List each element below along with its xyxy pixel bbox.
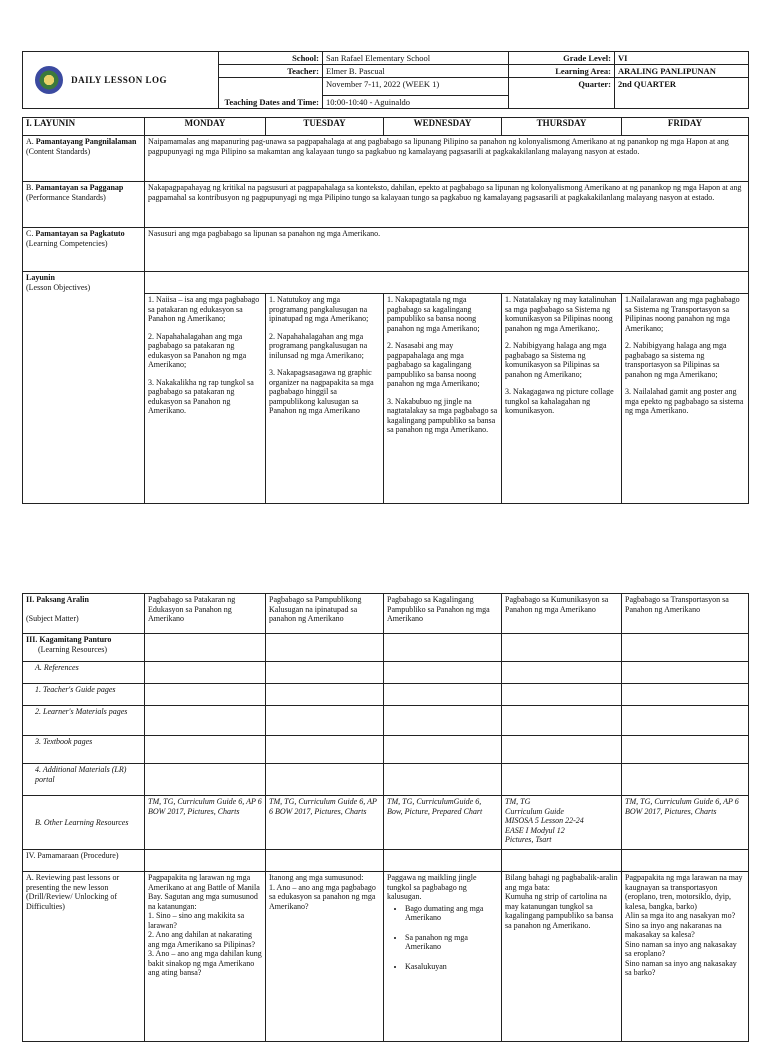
school-value: San Rafael Elementary School <box>323 52 509 65</box>
content-standards-label <box>23 136 145 182</box>
objective-item: 2. Nasasabi ang may pagpapahalaga ang mga pagbabago sa kagalingang pampubliko sa bansa noong panahon ng mga Amerikano; <box>387 341 480 388</box>
subject-tuesday: Pagbabago sa Pampublikong Kalusugan na ipinatupad sa panahon ng Amerikano <box>266 594 384 634</box>
other-resources-monday: TM, TG, Curriculum Guide 6, AP 6 BOW 2017, Pictures, Charts <box>145 796 266 850</box>
empty-cell <box>384 764 502 796</box>
empty-cell <box>266 764 384 796</box>
empty-cell <box>622 736 749 764</box>
review-text: Reviewing past lessons or presenting the new lesson (Drill/Review/ Unlocking of Difficulties) <box>26 873 120 911</box>
objective-item: 1. Naiisa – isa ang mga pagbabago sa patakaran ng edukasyon sa Panahon ng Amerikano; <box>148 295 260 323</box>
empty-cell <box>266 684 384 706</box>
objectives-tuesday <box>266 294 384 504</box>
lesson-objectives-spacer <box>145 272 749 294</box>
objective-item: 3. Nakakalikha ng rap tungkol sa pagbabago sa patakaran ng edukasyon sa Panahon ng Amerikano. <box>148 377 254 415</box>
empty-cell <box>502 706 622 736</box>
empty-cell <box>622 850 749 872</box>
empty-cell <box>384 634 502 662</box>
teachers-guide-label: 1. Teacher's Guide pages <box>23 684 145 706</box>
textbook-label: 3. Textbook pages <box>23 736 145 764</box>
area-value: ARALING PANLIPUNAN <box>615 65 749 78</box>
objective-item: 3. Nakabubuo ng jingle na nagtatalakay sa mga pagbabago sa kagalingang pampubliko sa bansa sa panahon ng mga Amerikano. <box>387 396 498 434</box>
additional-materials-label: 4. Additional Materials (LR) portal <box>23 764 145 796</box>
procedure-title: IV. Pamamaraan <box>26 851 79 860</box>
empty-cell <box>502 662 622 684</box>
empty-cell <box>266 634 384 662</box>
empty-cell <box>622 684 749 706</box>
empty-cell <box>384 684 502 706</box>
empty-cell <box>384 706 502 736</box>
label-letter: A. <box>26 137 34 146</box>
content-standards-sub: (Content Standards) <box>26 146 91 156</box>
objectives-table <box>22 117 749 504</box>
area-label: Learning Area: <box>509 65 615 78</box>
day-header-friday: FRIDAY <box>622 118 749 136</box>
content-standards-text: Naipamamalas ang mapanuring pag-unawa sa pagpapahalaga at ang pagbabago sa lipunang Pilipino sa panahon ng kolonyalismong Amerikano at ng panankop ng mga Hapon at ang pagpupunyagi ng mga Pilipino sa makamtan ang kalayaan tungo sa pagkabuo ng kamalayang pagsasarili at pagkakakilanlang malayang nasyon at estado. <box>145 136 749 182</box>
empty-cell <box>622 634 749 662</box>
objectives-monday <box>145 294 266 504</box>
empty-cell <box>145 736 266 764</box>
objective-item: 1. Natatalakay ng may katalinuhan sa mga pagbabago sa Sistema ng komunikasyon sa Pilipinas noong panahon ng mga Amerikano;. <box>505 295 617 333</box>
teacher-value: Elmer B. Pascual <box>323 65 509 78</box>
objective-item: 2. Nabibigyang halaga ang mga pagbabago sa sistema ng transportasyon sa Pilipinas sa panahon ng mga Amerikano; <box>625 341 727 379</box>
learning-resources-sub: (Learning Resources) <box>38 644 108 654</box>
empty-cell <box>384 736 502 764</box>
empty-cell <box>145 706 266 736</box>
teacher-label: Teacher: <box>219 65 323 78</box>
empty-cell <box>145 662 266 684</box>
objectives-wednesday <box>384 294 502 504</box>
dates-label: Teaching Dates and Time: <box>219 78 323 109</box>
label-letter: B. <box>26 183 34 192</box>
lesson-objectives-sub: (Lesson Objectives) <box>26 282 91 292</box>
review-tuesday: Itanong ang mga sumusunod: 1. Ano – ano ang mga pagbabago sa edukasyon sa panahon ng mga Amerikano? <box>266 872 384 1042</box>
other-resources-wednesday: TM, TG, CurriculumGuide 6, Bow, Picture, Prepared Chart <box>384 796 502 850</box>
review-label <box>23 872 145 1042</box>
other-resources-tuesday: TM, TG, Curriculum Guide 6, AP 6 BOW 2017, Pictures, Charts <box>266 796 384 850</box>
empty-cell <box>266 850 384 872</box>
quarter-label: Quarter: <box>509 78 615 109</box>
performance-standards-sub: (Performance Standards) <box>26 192 106 202</box>
subject-matter-title: II. Paksang Aralin <box>26 595 89 604</box>
empty-cell <box>384 850 502 872</box>
objective-item: 1. Nakapagtatala ng mga pagbabago sa kagalingang pampubliko sa bansa noong panahon ng mga Amerikano; <box>387 295 480 333</box>
learning-competencies-text: Nasusuri ang mga pagbabago sa lipunan sa panahon ng mga Amerikano. <box>145 228 749 272</box>
empty-cell <box>145 634 266 662</box>
lesson-objectives-label <box>23 272 145 504</box>
lesson-objectives-title: Layunin <box>26 273 55 282</box>
time-value: 10:00-10:40 - Aguinaldo <box>323 96 509 109</box>
subject-wednesday: Pagbabago sa Kagalingang Pampubliko sa Panahon ng mga Amerikano <box>384 594 502 634</box>
objective-item: 3. Nakagagawa ng picture collage tungkol sa kahalagahan ng komunikasyon. <box>505 387 614 415</box>
grade-value: VI <box>615 52 749 65</box>
performance-standards-text: Nakapagpapahayag ng kritikal na pagsusuri at pagpapahalaga sa konteksto, dahilan, epekto at pagbabago sa lipunan ng kolonyalismong Amerikano at ng panankop ng mga Hapon at ang pagpamahal sa kontribusyon ng pagpupunyagi ng mga Pilipino tungo sa kalayaan tungo sa pagkabuo ng kamalayang pagsasarili at pagkakakilanlang malayang nasyon at estado. <box>145 182 749 228</box>
subject-matter-label <box>23 594 145 634</box>
empty-cell <box>622 764 749 796</box>
review-wednesday <box>384 872 502 1042</box>
empty-cell <box>384 662 502 684</box>
objective-item: 3. Nailalahad gamit ang poster ang mga epekto ng pagbabago sa sistema ng mga Amerikano. <box>625 387 744 415</box>
objective-item: 1.Nailalarawan ang mga pagbabago sa Sistema ng Transportasyon sa Pilipinas noong panahon ng mga Amerikano; <box>625 295 740 333</box>
performance-standards-label <box>23 182 145 228</box>
subject-matter-sub: (Subject Matter) <box>26 614 79 623</box>
other-resources-label: B. Other Learning Resources <box>23 796 145 850</box>
review-monday: Pagpapakita ng larawan ng mga Amerikano at ang Battle of Manila Bay. Sagutan ang mga sumusunod na katanungan: 1. Sino – sino ang makikita sa larawan? 2. Ano ang dahilan at nakarating ang mga Amerikano sa Pilipinas? 3. Ano – ano ang mga dahilan kung bakit sinakop ng mga Amerikano ang ating bansa? <box>145 872 266 1042</box>
empty-cell <box>502 634 622 662</box>
list-item: • Kasalukuyan <box>405 962 498 972</box>
page-title: DAILY LESSON LOG <box>71 75 167 85</box>
section-1-title: I. LAYUNIN <box>23 118 145 136</box>
dates-value: November 7-11, 2022 (WEEK 1) <box>323 78 509 96</box>
empty-cell <box>145 764 266 796</box>
learning-resources-label <box>23 634 145 662</box>
subject-thursday: Pagbabago sa Kumunikasyon sa Panahon ng mga Amerikano <box>502 594 622 634</box>
learning-resources-title: III. Kagamitang Panturo <box>26 635 112 644</box>
empty-cell <box>622 706 749 736</box>
quarter-value: 2nd QUARTER <box>615 78 749 109</box>
empty-cell <box>502 850 622 872</box>
subject-friday: Pagbabago sa Transportasyon sa Panahon ng Amerikano <box>622 594 749 634</box>
header-table <box>22 51 749 109</box>
empty-cell <box>266 662 384 684</box>
deped-seal-icon <box>35 66 63 94</box>
performance-standards-title: Pamantayan sa Pagganap <box>35 183 124 192</box>
day-header-tuesday: TUESDAY <box>266 118 384 136</box>
empty-cell <box>145 850 266 872</box>
school-label: School: <box>219 52 323 65</box>
logo-cell <box>23 52 219 109</box>
review-thursday: Bilang bahagi ng pagbabalik-aralin ang mga bata: Kumuha ng strip of cartolina na may katanungan tungkol sa kagalingang pampubliko sa bansa sa panahon ng Amerikano. <box>502 872 622 1042</box>
objectives-thursday <box>502 294 622 504</box>
objective-item: 2. Nabibigyang halaga ang mga pagbabago sa Sistema ng komunikasyon sa Pilipinas sa panahon ng Amerikano; <box>505 341 607 379</box>
objectives-friday <box>622 294 749 504</box>
label-letter: C. <box>26 229 34 238</box>
other-resources-thursday: TM, TG Curriculum Guide MISOSA 5 Lesson 22-24 EASE I Modyul 12 Pictures, Tsart <box>502 796 622 850</box>
empty-cell <box>145 684 266 706</box>
objective-item: 3. Nakapagsasagawa ng graphic organizer na nagpapakita sa mga pagbabago hinggil sa pampublikong kalusugan sa Panahon ng mga Amerikano <box>269 368 374 415</box>
learning-competencies-label <box>23 228 145 272</box>
review-wednesday-list <box>387 904 498 972</box>
empty-cell <box>622 662 749 684</box>
list-item: • Bago dumating ang mga Amerikano <box>405 904 498 923</box>
subject-monday: Pagbabago sa Patakaran ng Edukasyon sa Panahon ng Amerikano <box>145 594 266 634</box>
objective-item: 2. Napahahalagahan ang mga programang pangkalusugan na inilunsad ng mga Amerikano; <box>269 331 368 360</box>
other-resources-friday: TM, TG, Curriculum Guide 6, AP 6 BOW 2017, Pictures, Charts <box>622 796 749 850</box>
day-header-thursday: THURSDAY <box>502 118 622 136</box>
grade-label: Grade Level: <box>509 52 615 65</box>
label-letter: A. <box>26 873 34 882</box>
content-standards-title: Pamantayang Pangnilalaman <box>35 137 137 146</box>
objective-item: 1. Natutukoy ang mga programang pangkalusugan na ipinatupad ng mga Amerikano; <box>269 295 369 323</box>
day-header-wednesday: WEDNESDAY <box>384 118 502 136</box>
learning-competencies-title: Pamantayan sa Pagkatuto <box>35 229 125 238</box>
empty-cell <box>502 684 622 706</box>
references-label: A. References <box>23 662 145 684</box>
learners-materials-label: 2. Learner's Materials pages <box>23 706 145 736</box>
procedure-label <box>23 850 145 872</box>
empty-cell <box>502 764 622 796</box>
procedure-table <box>22 593 749 1042</box>
empty-cell <box>266 736 384 764</box>
review-wednesday-intro: Paggawa ng maikling jingle tungkol sa pagbabago ng kalusugan. <box>387 873 477 901</box>
review-friday: Pagpapakita ng mga larawan na may kaugnayan sa transportasyon (eroplano, tren, motorsiklo, dyip, kalesa, bangka, barko) Alin sa mga ito ang nasakyan mo? Sino sa inyo ang nakaranas na makasakay sa kalesa? Sino naman sa inyo ang nakasakay sa eroplano? Sino naman sa inyo ang nakasakay sa barko? <box>622 872 749 1042</box>
empty-cell <box>266 706 384 736</box>
list-item: • Sa panahon ng mga Amerikano <box>405 933 498 952</box>
empty-cell <box>502 736 622 764</box>
objective-item: 2. Napahahalagahan ang mga pagbabago sa patakaran ng edukasyon sa Panahon ng mga Amerikano; <box>148 331 247 369</box>
procedure-sub: (Procedure) <box>80 851 119 860</box>
day-header-monday: MONDAY <box>145 118 266 136</box>
learning-competencies-sub: (Learning Competencies) <box>26 238 108 248</box>
